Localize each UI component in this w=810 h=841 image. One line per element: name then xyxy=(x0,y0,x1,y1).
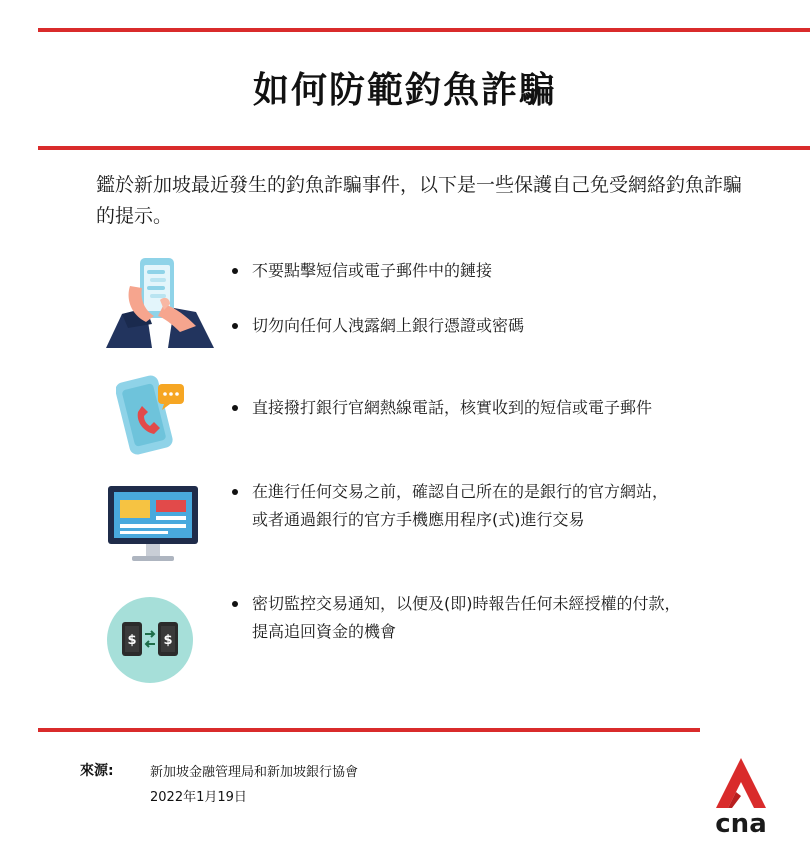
tip-text: 切勿向任何人洩露網上銀行憑證或密碼 xyxy=(252,316,525,335)
tip-item-4 xyxy=(232,478,668,534)
cna-logo-mark xyxy=(708,756,774,836)
monitor-website-icon xyxy=(106,484,200,564)
tip-text-line-1: 在進行任何交易之前，確認自己所在的是銀行的官方網站， xyxy=(252,482,669,501)
phone-in-hands-icon xyxy=(104,252,216,350)
cna-logo-text: cna xyxy=(715,809,767,836)
tip-text: 不要點擊短信或電子郵件中的鏈接 xyxy=(252,261,493,280)
tip-item-5 xyxy=(232,590,681,646)
dollar-symbol-right: $ xyxy=(163,633,173,648)
tip-text-line-1: 密切監控交易通知，以便及(即)時報告任何未經授權的付款， xyxy=(252,594,681,613)
money-transfer-icon xyxy=(106,596,194,684)
tip-item-1 xyxy=(232,257,492,285)
bullet xyxy=(232,601,238,607)
page-title: 如何防範釣魚詐騙 xyxy=(252,70,557,111)
bullet xyxy=(232,405,238,411)
bullet xyxy=(232,268,238,274)
tip-item-2 xyxy=(232,312,524,340)
bullet xyxy=(232,489,238,495)
tip-item-3 xyxy=(232,394,652,422)
source-date: 2022年1月19日 xyxy=(150,790,247,805)
bottom-rule xyxy=(38,728,700,732)
tip-text-line-2: 或者通過銀行的官方手機應用程序(式)進行交易 xyxy=(252,510,585,529)
tip-text-line-2: 提高追回資金的機會 xyxy=(252,622,397,641)
intro-paragraph: 鑑於新加坡最近發生的釣魚詐騙事件，以下是一些保護自己免受網絡釣魚詐騙的提示。 xyxy=(96,174,743,227)
source-label: 來源: xyxy=(80,763,114,779)
source-name: 新加坡金融管理局和新加坡銀行協會 xyxy=(150,765,359,780)
tip-text: 直接撥打銀行官網熱線電話，核實收到的短信或電子郵件 xyxy=(252,398,653,417)
title-rule xyxy=(38,146,810,150)
cna-logo xyxy=(708,756,774,836)
dollar-symbol-left: $ xyxy=(127,633,137,648)
bullet xyxy=(232,323,238,329)
top-rule xyxy=(38,28,810,32)
phone-call-icon xyxy=(116,372,194,456)
